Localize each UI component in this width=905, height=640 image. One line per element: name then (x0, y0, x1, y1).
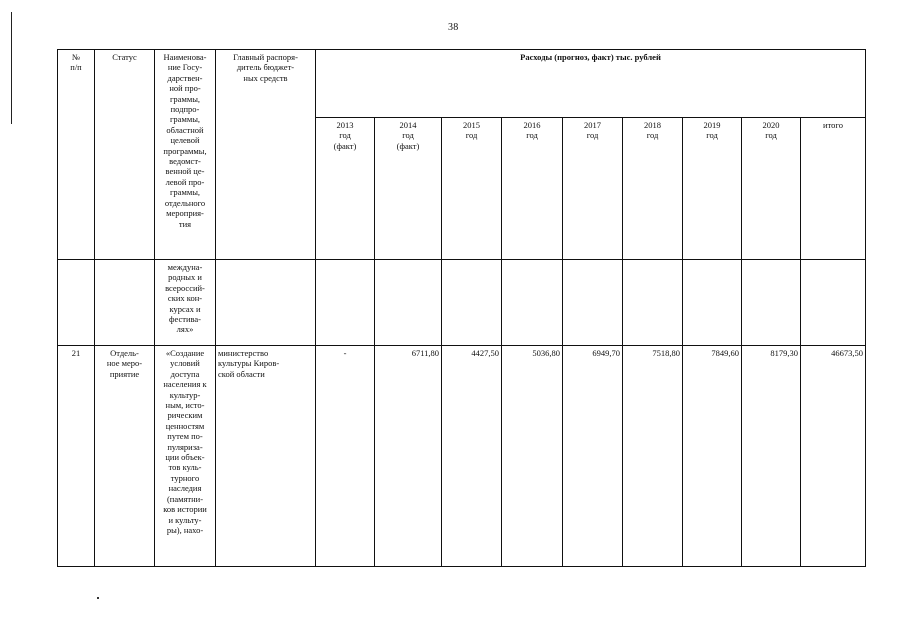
row-21-value-2018: 7518,80 (623, 346, 683, 567)
row-21-value-2013: - (316, 346, 375, 567)
continuation-program-name: междуна- родных и всероссий- ских кон- курсах и фестива- лях» (155, 260, 216, 346)
row-21-budget-manager: министерство культуры Киров- ской области (216, 346, 316, 567)
table-cell-empty (742, 260, 801, 346)
table-row-21 (58, 346, 866, 567)
row-21-program-name: «Создание условий доступа населения к культур- ным, исто- рическим ценностям путем по- пуляриза- ции объек- тов куль- турного наследия (памятни- ков истории и культу- ры), нахо- (155, 346, 216, 567)
row-21-value-2016: 5036,80 (502, 346, 563, 567)
row-21-status: Отдель- ное меро- приятие (95, 346, 155, 567)
table-row-continuation (58, 260, 866, 346)
header-year-2014: 2014 год (факт) (375, 118, 442, 260)
table-cell-empty (316, 260, 375, 346)
table-cell-empty (95, 260, 155, 346)
header-year-2018: 2018 год (623, 118, 683, 260)
table-cell-empty (442, 260, 502, 346)
row-21-value-2017: 6949,70 (563, 346, 623, 567)
table-cell-empty (683, 260, 742, 346)
header-year-2017: 2017 год (563, 118, 623, 260)
header-status: Статус (95, 50, 155, 260)
row-21-value-2020: 8179,30 (742, 346, 801, 567)
scan-dot-mark (97, 597, 99, 599)
header-year-2016: 2016 год (502, 118, 563, 260)
table-cell-empty (563, 260, 623, 346)
row-21-value-2015: 4427,50 (442, 346, 502, 567)
table-cell-empty (216, 260, 316, 346)
header-program-name: Наименова- ние Госу- дарствен- ной про- граммы, подпро- граммы, областной целевой программы, ведомст- венной це- левой про- граммы, отдельного мероприя- тия (155, 50, 216, 260)
page-number: 38 (448, 22, 459, 33)
row-21-value-2019: 7849,60 (683, 346, 742, 567)
budget-expenses-table (57, 49, 866, 567)
header-expenses: Расходы (прогноз, факт) тыс. рублей (316, 50, 866, 118)
table-cell-empty (623, 260, 683, 346)
binding-edge-line (11, 12, 12, 124)
header-year-2020: 2020 год (742, 118, 801, 260)
header-year-2019: 2019 год (683, 118, 742, 260)
header-year-2015: 2015 год (442, 118, 502, 260)
header-number: № п/п (58, 50, 95, 260)
table-cell-empty (375, 260, 442, 346)
header-total: итого (801, 118, 866, 260)
table-cell-empty (502, 260, 563, 346)
row-21-value-2014: 6711,80 (375, 346, 442, 567)
row-21-number: 21 (58, 346, 95, 567)
header-year-2013: 2013 год (факт) (316, 118, 375, 260)
table-cell-empty (801, 260, 866, 346)
row-21-value-total: 46673,50 (801, 346, 866, 567)
header-budget-manager: Главный распоря- дитель бюджет- ных средств (216, 50, 316, 260)
header-row-1 (58, 50, 866, 118)
table-cell-empty (58, 260, 95, 346)
